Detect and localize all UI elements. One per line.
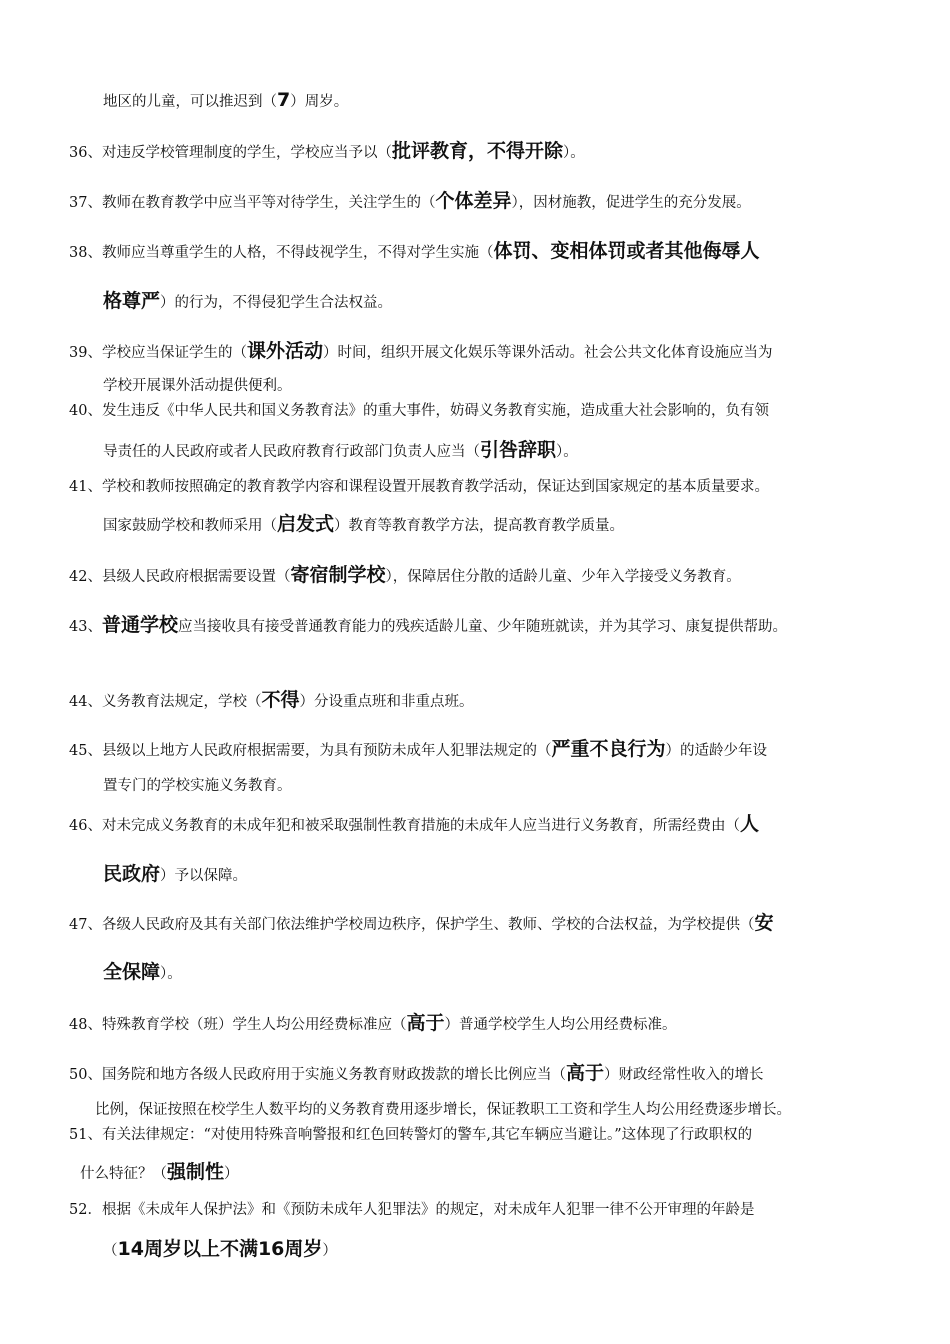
text-line	[69, 401, 769, 421]
question-text: 36、对违反学校管理制度的学生，学校应当予以（	[69, 145, 392, 161]
answer-text: 高于	[565, 1062, 604, 1084]
question-text: 40、发生违反《中华人民共和国义务教育法》的重大事件，妨碍义务教育实施，造成重大社会影响的，负有领	[69, 403, 769, 419]
text-line	[103, 864, 247, 886]
answer-text: 民政府	[103, 863, 161, 885]
answer-text: 14周岁以上不满16周岁	[117, 1238, 323, 1260]
text-line	[69, 913, 773, 935]
text-line	[69, 1125, 752, 1145]
answer-text: 启发式	[277, 513, 335, 535]
answer-text: 7	[277, 89, 291, 111]
question-text: 41、学校和教师按照确定的教育教学内容和课程设置开展教育教学活动，保证达到国家规定的基本质量要求。	[69, 479, 769, 495]
answer-text: 安	[754, 912, 774, 934]
question-text: 导责任的人民政府或者人民政府教育行政部门负责人应当（	[103, 444, 480, 460]
text-line	[103, 514, 624, 536]
answer-text: 个体差异	[435, 190, 512, 212]
question-text: 43、	[69, 619, 102, 635]
question-text: 国家鼓励学校和教师采用（	[103, 518, 277, 534]
answer-text: 体罚、变相体罚或者其他侮辱人	[493, 240, 760, 262]
text-line	[103, 962, 182, 984]
text-line	[69, 191, 751, 213]
answer-text: 普通学校	[101, 614, 178, 636]
question-text: 地区的儿童，可以推迟到（	[103, 94, 277, 110]
text-line	[103, 776, 292, 796]
question-text: 46、对未完成义务教育的未成年犯和被采取强制性教育措施的未成年人应当进行义务教育，所需经费由（	[69, 818, 740, 834]
answer-text: 人	[739, 813, 759, 835]
answer-text: 强制性	[167, 1161, 225, 1183]
question-text: 学校开展课外活动提供便利。	[103, 378, 292, 394]
text-line	[69, 814, 759, 836]
question-text: 置专门的学校实施义务教育。	[103, 778, 292, 794]
question-text: ）教育等教育教学方法，提高教育教学质量。	[334, 518, 625, 534]
question-text: ）的适龄少年设	[665, 743, 767, 759]
answer-text: 高于	[406, 1012, 445, 1034]
question-text: 45、县级以上地方人民政府根据需要，为具有预防未成年人犯罪法规定的（	[69, 743, 552, 759]
question-text: ）分设重点班和非重点班。	[299, 694, 474, 710]
answer-text: 批评教育，不得开除	[391, 140, 563, 162]
text-line	[80, 1162, 239, 1184]
question-text: ）。	[562, 145, 585, 161]
answer-text: 不得	[261, 689, 300, 711]
question-text: 44、义务教育法规定，学校（	[69, 694, 262, 710]
text-line	[103, 440, 578, 462]
question-text: 比例，保证按照在校学生人数平均的义务教育费用逐步增长，保证教职工工资和学生人均公用经费逐步增长。	[95, 1102, 791, 1118]
text-line	[95, 1100, 791, 1120]
question-text: ）予以保障。	[160, 868, 248, 884]
answer-text: 格尊严	[103, 290, 161, 312]
text-line	[69, 1013, 676, 1035]
question-text: 47、各级人民政府及其有关部门依法维护学校周边秩序，保护学生、教师、学校的合法权益，为学校提供（	[69, 917, 755, 933]
text-line	[103, 291, 392, 313]
question-text: ）财政经常性收入的增长	[603, 1067, 764, 1083]
text-line	[69, 690, 473, 712]
question-text: 39、学校应当保证学生的（	[69, 345, 247, 361]
text-line	[103, 376, 292, 396]
question-text: ），保障居住分散的适龄儿童、少年入学接受义务教育。	[385, 569, 741, 585]
question-text: 38、教师应当尊重学生的人格，不得歧视学生，不得对学生实施（	[69, 245, 494, 261]
text-line	[69, 241, 759, 263]
text-line	[69, 615, 787, 637]
text-line	[69, 739, 767, 761]
question-text: ）	[322, 1243, 337, 1259]
question-text: ）时间，组织开展文化娱乐等课外活动。社会公共文化体育设施应当为	[322, 345, 773, 361]
answer-text: 寄宿制学校	[290, 564, 386, 586]
question-text: （	[103, 1243, 118, 1259]
question-text: ）。	[556, 444, 578, 460]
question-text: 48、特殊教育学校（班）学生人均公用经费标准应（	[69, 1017, 407, 1033]
text-line	[69, 1200, 754, 1220]
text-line	[103, 90, 348, 112]
question-text: 应当接收具有接受普通教育能力的残疾适龄儿童、少年随班就读，并为其学习、康复提供帮助。	[177, 619, 787, 635]
answer-text: 全保障	[103, 961, 161, 983]
answer-text: 引咎辞职	[480, 439, 557, 461]
question-text: ）	[224, 1166, 239, 1182]
answer-text: 课外活动	[246, 340, 323, 362]
text-line	[69, 141, 585, 163]
question-text: ）普通学校学生人均公用经费标准。	[444, 1017, 677, 1033]
answer-text: 严重不良行为	[551, 738, 666, 760]
question-text: 什么特征？（	[80, 1166, 167, 1182]
question-text: 52．根据《未成年人保护法》和《预防未成年人犯罪法》的规定，对未成年人犯罪一律不公开审理的年龄是	[69, 1202, 755, 1218]
text-line	[103, 1239, 337, 1261]
text-line	[69, 477, 769, 497]
text-line	[69, 565, 741, 587]
question-text: ），因材施教，促进学生的充分发展。	[511, 195, 751, 211]
question-text: 37、教师在教育教学中应当平等对待学生，关注学生的（	[69, 195, 436, 211]
question-text: 50、国务院和地方各级人民政府用于实施义务教育财政拨款的增长比例应当（	[69, 1067, 566, 1083]
question-text: 51、有关法律规定：“对使用特殊音响警报和红色回转警灯的警车,其它车辆应当避让。”这体现了行政职权的	[69, 1127, 753, 1143]
question-text: ）的行为，不得侵犯学生合法权益。	[160, 295, 393, 311]
text-line	[69, 341, 772, 363]
question-text: 42、县级人民政府根据需要设置（	[69, 569, 291, 585]
question-text: ）。	[160, 966, 182, 982]
text-line	[69, 1063, 763, 1085]
question-text: ）周岁。	[290, 94, 349, 110]
